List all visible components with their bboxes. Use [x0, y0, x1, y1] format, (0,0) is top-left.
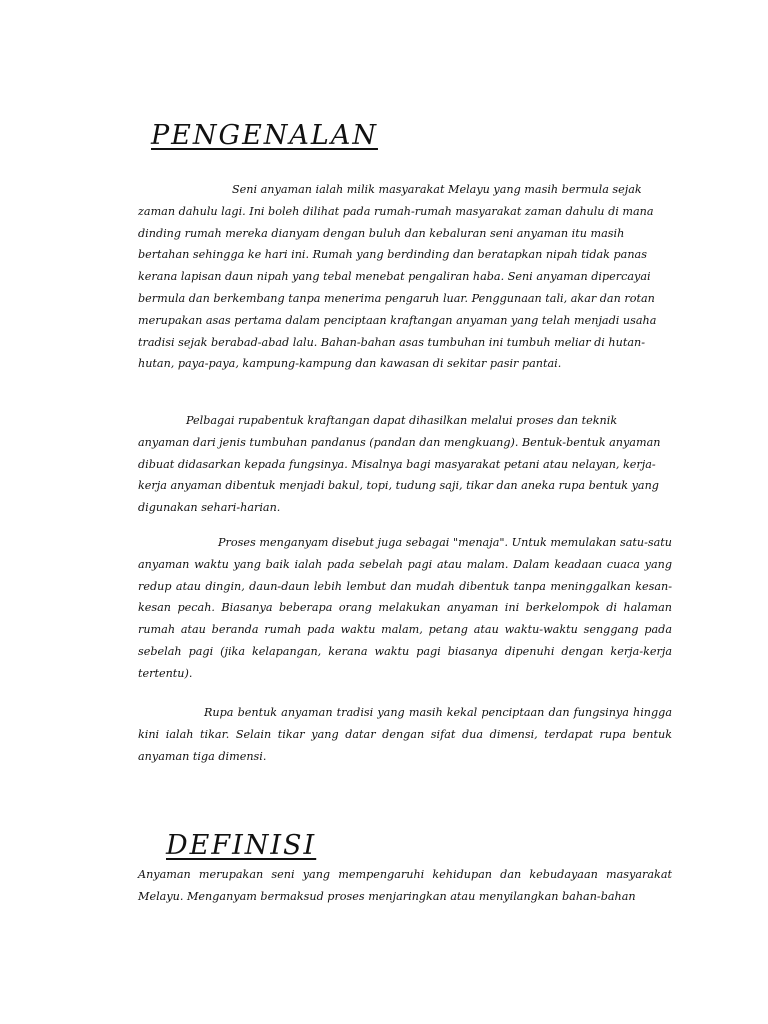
heading-pengenalan: PENGENALAN — [151, 120, 378, 151]
paragraph-definisi-1 — [138, 864, 672, 908]
paragraph-text: Seni anyaman ialah milik masyarakat Melayu yang masih bermula sejak zaman dahulu lagi. Ini boleh dilihat pada rumah-rumah masyarakat zaman dahulu di mana dinding rumah mereka dianyam dengan buluh dan kebaluran seni anyaman itu masih bertahan sehingga ke hari ini. Rumah yang berdinding dan beratapkan nipah tidak panas kerana lapisan daun nipah yang tebal menebat pengaliran haba. Seni anyaman dipercayai bermula dan berkembang tanpa menerima pengaruh luar. Penggunaan tali, akar dan rotan merupakan asas pertama dalam penciptaan kraftangan anyaman yang telah menjadi usaha tradisi sejak berabad-abad lalu. Bahan-bahan asas tumbuhan ini tumbuh meliar di hutan-hutan, paya-paya, kampung-kampung dan kawasan di sekitar pasir pantai. — [138, 183, 657, 371]
paragraph-intro-4 — [138, 702, 672, 767]
paragraph-text: Rupa bentuk anyaman tradisi yang masih kekal penciptaan dan fungsinya hingga kini ialah tikar. Selain tikar yang datar dengan sifat dua dimensi, terdapat rupa bentuk anyaman tiga dimensi. — [138, 706, 672, 763]
heading-definisi: DEFINISI — [166, 830, 317, 861]
paragraph-text: Anyaman merupakan seni yang mempengaruhi kehidupan dan kebudayaan masyarakat Melayu. Menganyam bermaksud proses menjaringkan atau menyilangkan bahan-bahan — [138, 868, 672, 903]
paragraph-intro-2 — [138, 410, 672, 519]
paragraph-text: Proses menganyam disebut juga sebagai "menaja". Untuk memulakan satu-satu anyaman waktu yang baik ialah pada sebelah pagi atau malam. Dalam keadaan cuaca yang redup atau dingin, daun-daun lebih lembut dan mudah dibentuk tanpa meninggalkan kesan-kesan pecah. Biasanya beberapa orang melakukan anyaman ini berkelompok di halaman rumah atau beranda rumah pada waktu malam, petang atau waktu-waktu senggang pada sebelah pagi (jika kelapangan, kerana waktu pagi biasanya dipenuhi dengan kerja-kerja tertentu). — [138, 536, 672, 680]
paragraph-intro-1 — [138, 179, 672, 375]
paragraph-text: Pelbagai rupabentuk kraftangan dapat dihasilkan melalui proses dan teknik anyaman dari jenis tumbuhan pandanus (pandan dan mengkuang). Bentuk-bentuk anyaman dibuat didasarkan kepada fungsinya. Misalnya bagi masyarakat petani atau nelayan, kerja-kerja anyaman dibentuk menjadi bakul, topi, tudung saji, tikar dan aneka rupa bentuk yang digunakan sehari-harian. — [138, 414, 661, 515]
paragraph-intro-3 — [138, 532, 672, 685]
